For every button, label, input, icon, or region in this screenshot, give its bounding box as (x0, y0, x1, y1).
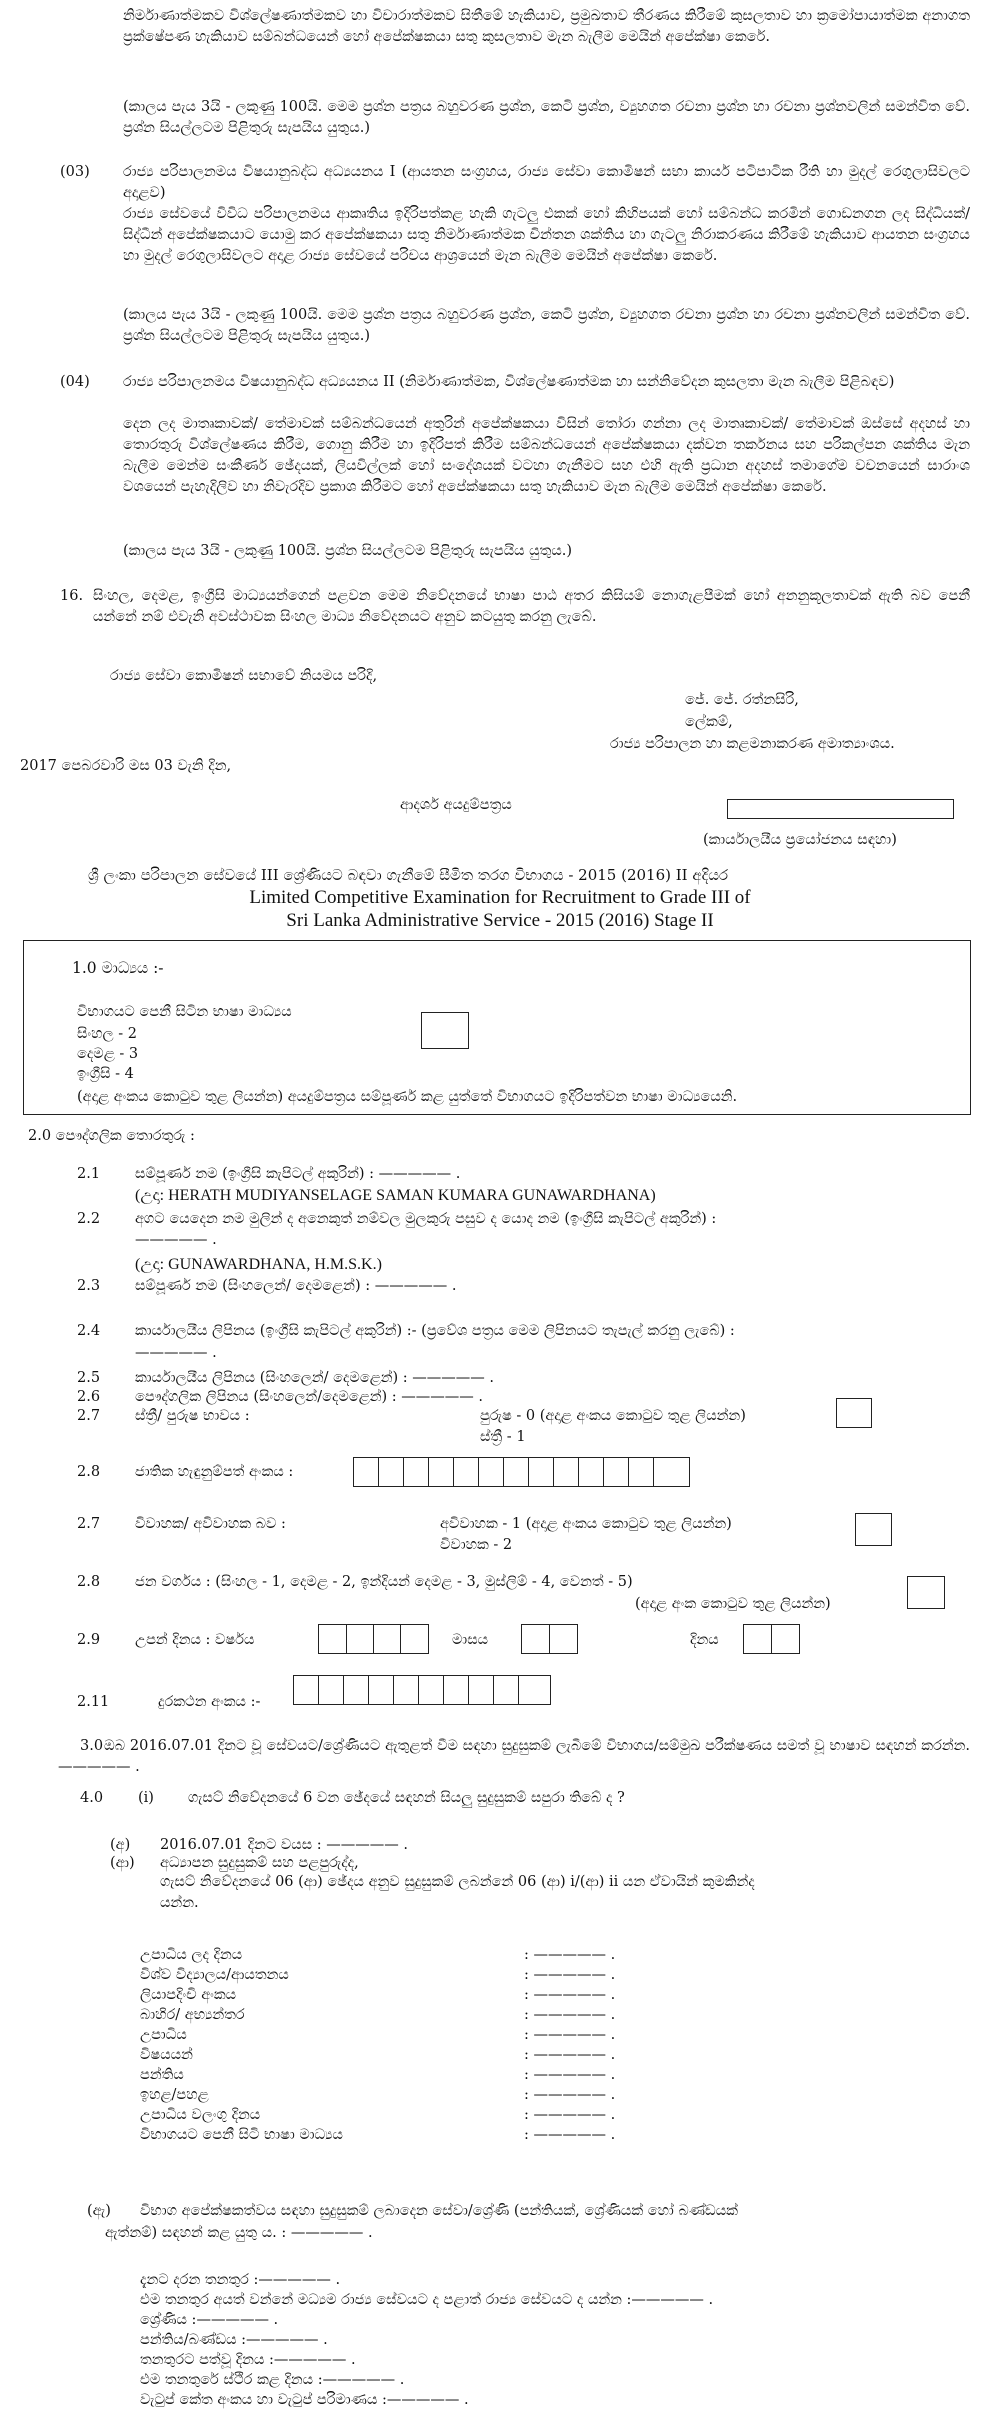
personal-heading: 2.0 පෞද්ගලික තොරතුරු : (28, 1128, 195, 1144)
degree-field-blank[interactable]: : ————— . (524, 2047, 616, 2063)
item-04-number: (04) (60, 374, 90, 390)
service-field[interactable]: එම තනතුරේ ස්ථිර කළ දිනය :————— . (140, 2372, 405, 2388)
item-04-body: දෙන ලද මාතෘකාවක්/ තේමාවක් සම්බන්ධයෙන් අතුරින් අපේක්ෂකයා විසින් තෝරා ගන්නා ලද මාතෘකාවක්/ තේමාවක් ඔස්සේ අදහස් හා තොරතුරු විශ්ලේෂණය කිරීම, ගොනු කිරීම හා ඉදිරිපත් කිරීම සම්බන්ධයෙන් අපේක්ෂකයා දක්වන තර්කනය සහ පරිකල්පන ශක්තිය මැන බැලීම මෙන්ම සංකීර්ණ ඡේදයක්, ලියවිල්ලක් හෝ සංදේශයක් වටහා ගැනීමට සහ එහි ඇති ප්‍රධාන අදහස් තමාගේම වචනයෙන් සාරාංශ වශයෙන් පැහැදිලිව හා නිවැරදිව ප්‍රකාශ කිරීමට හෝ අපේක්ෂකයා සතු හැකියාව මැන බැලීම මෙයින් අපේක්ෂා කෙරේ. (123, 416, 970, 495)
marital-option-unmarried: අවිවාහක - 1 (අදාළ අංකය කොටුව තුළ ලියන්න) (440, 1516, 732, 1532)
service-field[interactable]: තනතුරට පත්වූ දිනය :————— . (140, 2352, 356, 2368)
signature-date: 2017 පෙබරවාරි මස 03 වැනි දින, (20, 758, 232, 774)
intro-time-note: (කාලය පැය 3යි - ලකුණු 100යි. මෙම ප්‍රශ්න පත්‍රය බහුවරණ ප්‍රශ්න, කෙටි ප්‍රශ්න, ව්‍යුහගත රචනා ප්‍රශ්න හා රචනා ප්‍රශ්නවලින් සමන්විත වේ. ප්‍රශ්න සියල්ලටම පිළිතුරු සැපයිය යුතුය.) (123, 99, 970, 136)
sub-label: (ඇ) (87, 2203, 111, 2219)
signature-order: රාජ්‍ය සේවා කොමිෂන් සභාවේ නියමය පරිදි, (110, 668, 378, 684)
ethnicity-code-box[interactable] (907, 1576, 945, 1609)
degree-field-blank[interactable]: : ————— . (524, 1947, 616, 1963)
degree-field-blank[interactable]: : ————— . (524, 2007, 616, 2023)
exam-title-english-1: Limited Competitive Examination for Recruitment to Grade III of (249, 887, 751, 908)
degree-field-label: බාහිර/ අභ්‍යන්තර (140, 2007, 245, 2023)
qualifications-desc: ගැසට් නිවේදනයේ 06 (ආ) ඡේදය අනුව සුදුසුකම් ලබන්නේ 06 (ආ) i/(ආ) ii යන ඒවායින් කුමකින්ද (160, 1874, 755, 1890)
degree-field-label: විශ්ව විද්‍යාලය/ආයතනය (140, 1967, 289, 1983)
gender-label: ස්ත්‍රී/ පුරුෂ භාවය : (135, 1408, 250, 1424)
field-number: 2.7 (77, 1408, 101, 1424)
signature-ministry: රාජ්‍ය පරිපාලන හා කළමනාකරණ අමාත්‍යාංශය. (610, 736, 895, 752)
degree-field-label: විෂයයන් (140, 2047, 193, 2063)
office-use-label: (කාර්යාලයීය ප්‍රයෝජනය සඳහා) (703, 832, 897, 848)
medium-heading: 1.0 මාධ්‍යය :- (72, 959, 164, 977)
office-address-english-label: කාර්යාලයීය ලිපිනය (ඉංග්‍රීසි කැපිටල් අකුරින්) :- (ප්‍රවේශ පත්‍රය මෙම ලිපිනයට තැපැල් කරනු ලැබේ) : (135, 1323, 735, 1339)
dob-day-label: දිනය (690, 1632, 719, 1648)
field-number: 2.11 (77, 1694, 110, 1710)
degree-field-label: උපාධිය වලංගු දිනය (140, 2107, 261, 2123)
qualifying-service-label: විභාග අපේක්ෂකත්වය සඳහා සුදුසුකම් ලබාදෙන සේවා/ශ්‍රේණි (පන්තියක්, ශ්‍රේණියක් හෝ බණ්ඩයක් (140, 2203, 738, 2219)
dob-year-cells[interactable] (318, 1624, 429, 1654)
item-03-title: රාජ්‍ය පරිපාලනමය විෂයානුබද්ධ අධ්‍යයනය I (ආයතන සංග්‍රහය, රාජ්‍ය සේවා කොමිෂන් සභා කාර්ය පටිපාටික රීති හා මුදල් රෙගුලාසිවලට අදාළව) (123, 164, 970, 201)
qualifying-service-field[interactable]: ඇත්නම්) සඳහන් කළ යුතු ය. : ————— . (105, 2225, 373, 2241)
qualifications-desc-end: යන්න. (160, 1895, 199, 1911)
gender-option-male: පුරුෂ - 0 (අදාළ අංකය කොටුව තුළ ලියන්න) (480, 1408, 746, 1424)
exam-title-english-2: Sri Lanka Administrative Service - 2015 (2016) Stage II (286, 910, 714, 931)
phone-number-cells[interactable] (293, 1675, 551, 1705)
service-field[interactable]: එම තනතුර අයත් වන්නේ මධ්‍යම රාජ්‍ය සේවයට ද පළාත් රාජ්‍ය සේවයට ද යන්න :————— . (140, 2292, 714, 2308)
marital-option-married: විවාහක - 2 (440, 1537, 513, 1553)
field-number: 2.8 (77, 1574, 101, 1590)
degree-field-label: විභාගයට පෙනී සිටි භාෂා මාධ්‍යය (140, 2127, 343, 2143)
model-application-title: ආදර්ශ අයදුම්පත්‍රය (400, 797, 512, 813)
dob-day-cells[interactable] (743, 1624, 800, 1654)
qualifications-label: අධ්‍යාපන සුදුසුකම් සහ පළපුරුද්ද, (160, 1855, 359, 1871)
ethnicity-label: ජන වර්ගය : (සිංහල - 1, දෙමළ - 2, ඉන්දියන් දෙමළ - 3, මුස්ලිම් - 4, වෙනත් - 5) (135, 1574, 633, 1590)
item-04-title: රාජ්‍ය පරිපාලනමය විෂයානුබද්ධ අධ්‍යයනය II (නිර්මාණාත්මක, විශ්ලේෂණාත්මක හා සන්නිවේදන කුසලතා මැන බැලීම පිළිබඳව) (123, 374, 895, 390)
dob-month-label: මාසය (452, 1632, 489, 1648)
surname-initials-example: (උදා: GUNAWARDHANA, H.M.S.K.) (135, 1256, 382, 1273)
medium-option-sinhala: සිංහල - 2 (77, 1026, 137, 1042)
degree-field-blank[interactable]: : ————— . (524, 2067, 616, 2083)
phone-label: දුරකථන අංකය :- (158, 1694, 261, 1710)
signature-role: ලේකම්, (685, 714, 733, 730)
sub-label: (ආ) (110, 1855, 135, 1871)
field-number: 2.5 (77, 1370, 101, 1386)
medium-code-box[interactable] (421, 1012, 469, 1049)
nic-label: ජාතික හැඳුනුම්පත් අංකය : (135, 1464, 294, 1480)
full-name-sinhala-field[interactable]: සම්පූර්ණ නම (සිංහලෙන්/ දෙමළෙන්) : ————— . (135, 1278, 457, 1294)
field-number: 2.2 (77, 1211, 101, 1227)
office-address-sinhala-field[interactable]: කාර්යාලයීය ලිපිනය (සිංහලෙන්/ දෙමළෙන්) : ————— . (135, 1370, 495, 1386)
personal-address-field[interactable]: පෞද්ගලික ලිපිනය (සිංහලෙන්/දෙමළෙන්) : ————— . (135, 1389, 484, 1405)
item-03-time-note: (කාලය පැය 3යි - ලකුණු 100යි. මෙම ප්‍රශ්න පත්‍රය බහුවරණ ප්‍රශ්න, කෙටි ප්‍රශ්න, ව්‍යුහගත රචනා ප්‍රශ්න හා රචනා ප්‍රශ්නවලින් සමන්විත වේ. ප්‍රශ්න සියල්ලටම පිළිතුරු සැපයිය යුතුය.) (123, 307, 970, 344)
degree-field-label: උපාධිය (140, 2027, 187, 2043)
office-use-box[interactable] (727, 799, 954, 819)
full-name-example: (උදා: HERATH MUDIYANSELAGE SAMAN KUMARA GUNAWARDHANA) (135, 1187, 656, 1204)
marital-code-box[interactable] (855, 1513, 892, 1546)
surname-initials-field[interactable]: ————— . (135, 1232, 217, 1248)
sub-label: (අ) (110, 1837, 131, 1853)
degree-field-blank[interactable]: : ————— . (524, 2107, 616, 2123)
marital-status-label: විවාහක/ අවිවාහක බව : (135, 1516, 286, 1532)
field-number: 2.6 (77, 1389, 101, 1405)
field-number: 2.1 (77, 1166, 101, 1182)
dob-month-cells[interactable] (521, 1624, 578, 1654)
signature-name: ජේ. ජේ. රත්නසිරි, (685, 692, 799, 708)
dob-year-label: උපන් දිනය : වර්ෂය (135, 1632, 255, 1648)
office-address-english-field[interactable]: ————— . (135, 1345, 217, 1361)
item-16-number: 16. (60, 588, 84, 604)
section-4-sub: (i) (138, 1790, 154, 1806)
degree-field-blank[interactable]: : ————— . (524, 1987, 616, 2003)
field-number: 2.3 (77, 1278, 101, 1294)
section-4-question: ගැසට් නිවේදනයේ 6 වන ඡේදයේ සඳහන් සියලු සුදුසුකම් සපුරා තිබේ ද ? (188, 1790, 625, 1806)
service-field[interactable]: පන්තිය/බණ්ඩය :————— . (140, 2332, 328, 2348)
degree-field-blank[interactable]: : ————— . (524, 1967, 616, 1983)
exam-title-sinhala: ශ්‍රී ලංකා පරිපාලන සේවයේ III ශ්‍රේණියට බඳවා ගැනීමේ සීමිත තරග විභාගය - 2015 (2016) II අදියර (88, 866, 729, 884)
field-number: 2.9 (77, 1632, 101, 1648)
gender-option-female: ස්ත්‍රී - 1 (480, 1429, 526, 1445)
service-field[interactable]: දැනට දරන තනතුර :————— . (140, 2272, 341, 2288)
degree-field-label: ඉහළ/පහළ (140, 2087, 209, 2103)
degree-field-blank[interactable]: : ————— . (524, 2027, 616, 2043)
item-04-time-note: (කාලය පැය 3යි - ලකුණු 100යි. ප්‍රශ්න සියල්ලටම පිළිතුරු සැපයිය යුතුය.) (123, 543, 573, 559)
surname-initials-label: අගට යෙදෙන නම මුලින් ද අනෙකුත් නම්වල මුලකුරු පසුව ද යොද නම (ඉංග්‍රීසි කැපිටල් අකුරින්) : (135, 1211, 717, 1227)
field-number: 2.7 (77, 1516, 101, 1532)
field-number: 2.4 (77, 1323, 101, 1339)
item-03-body: රාජ්‍ය සේවයේ විවිධ පරිපාලනමය ආකෘතිය ඉදිරිපත්කළ හැකි ගැටලු එකක් හෝ කිහිපයක් හෝ සම්බන්ධ කරමින් ගොඩනගන ලද සිද්ධියක්/සිද්ධීන් අපේක්ෂකයාට යොමු කර අපේක්ෂකයා සතු නිර්මාණාත්මක චින්තන ශක්තිය හා ගැටලු නිරාකරණය කිරීමේ හැකියාව ආයතන සංග්‍රහය හා මුදල් රෙගුලාසිවලට අදාළ රාජ්‍ය සේවයේ පරිචය ආශ්‍රයෙන් මැන බැලීම මෙයින් අපේක්ෂා කෙරේ. (123, 206, 970, 264)
full-name-english-field[interactable]: සම්පූර්ණ නම (ඉංග්‍රීසි කැපිටල් අකුරින්) : ————— . (135, 1166, 461, 1182)
nic-number-cells[interactable] (353, 1457, 690, 1487)
section-3-number: 3.0 (80, 1738, 104, 1754)
degree-field-blank[interactable]: : ————— . (524, 2087, 616, 2103)
service-field[interactable]: වැටුප් කේත අංකය හා වැටුප් පරිමාණය :————— . (140, 2392, 469, 2408)
gender-code-box[interactable] (836, 1398, 872, 1428)
field-number: 2.8 (77, 1464, 101, 1480)
section-4-number: 4.0 (80, 1790, 104, 1806)
intro-paragraph: නිර්මාණාත්මකව විශ්ලේෂණාත්මකව හා විචාරාත්මකව සිතීමේ හැකියාව, ප්‍රමුඛතාව තීරණය කිරීමේ කුසලතාව හා ක්‍රමෝපායාත්මක අනාගත ප්‍රක්ෂේපණ හැකියාව සම්බන්ධයෙන් හෝ අපේක්ෂකයා සතු කුසලතාව මැන බැලීම මෙයින් අපේක්ෂා කෙරේ. (123, 8, 970, 45)
degree-field-blank[interactable]: : ————— . (524, 2127, 616, 2143)
section-3-body[interactable]: ඔබ 2016.07.01 දිනට වූ සේවයට/ශ්‍රේණියට ඇතුළත් වීම සඳහා සුදුසුකම් ලැබීමේ විභාගය/සම්මුඛ පරීක්ෂණය සමත් වූ භාෂාව සඳහන් කරන්න. ————— . (58, 1738, 970, 1775)
degree-field-label: පන්තිය (140, 2067, 184, 2083)
degree-field-label: ලියාපදිංචි අංකය (140, 1987, 237, 2003)
medium-label: විභාගයට පෙනී සිටින භාෂා මාධ්‍යය (77, 1004, 292, 1020)
item-03-number: (03) (60, 164, 90, 180)
degree-field-label: උපාධිය ලද දිනය (140, 1947, 243, 1963)
service-field[interactable]: ශ්‍රේණිය :————— . (140, 2312, 279, 2328)
age-field[interactable]: 2016.07.01 දිනට වයස : ————— . (160, 1837, 408, 1853)
item-16-body: සිංහල, දෙමළ, ඉංග්‍රීසි මාධ්‍යයන්ගෙන් පළවන මෙම නිවේදනයේ භාෂා පාඨ අතර කිසියම් නොගැළපීමක් හෝ අනනුකූලතාවක් ඇති බව පෙනී යන්නේ නම් එවැනි අවස්ථාවක සිංහල මාධ්‍ය නිවේදනයට අනුව කටයුතු කරනු ලැබේ. (93, 588, 970, 625)
medium-note: (අදාළ අංකය කොටුව තුළ ලියන්න) අයදුම්පත්‍රය සම්පූර්ණ කළ යුත්තේ විභාගයට ඉදිරිපත්වන භාෂා මාධ්‍යයෙනි. (77, 1089, 738, 1105)
medium-option-tamil: දෙමළ - 3 (77, 1046, 139, 1062)
medium-option-english: ඉංග්‍රීසි - 4 (77, 1066, 134, 1082)
ethnicity-note: (අදාළ අංක කොටුව තුළ ලියන්න) (635, 1596, 831, 1612)
